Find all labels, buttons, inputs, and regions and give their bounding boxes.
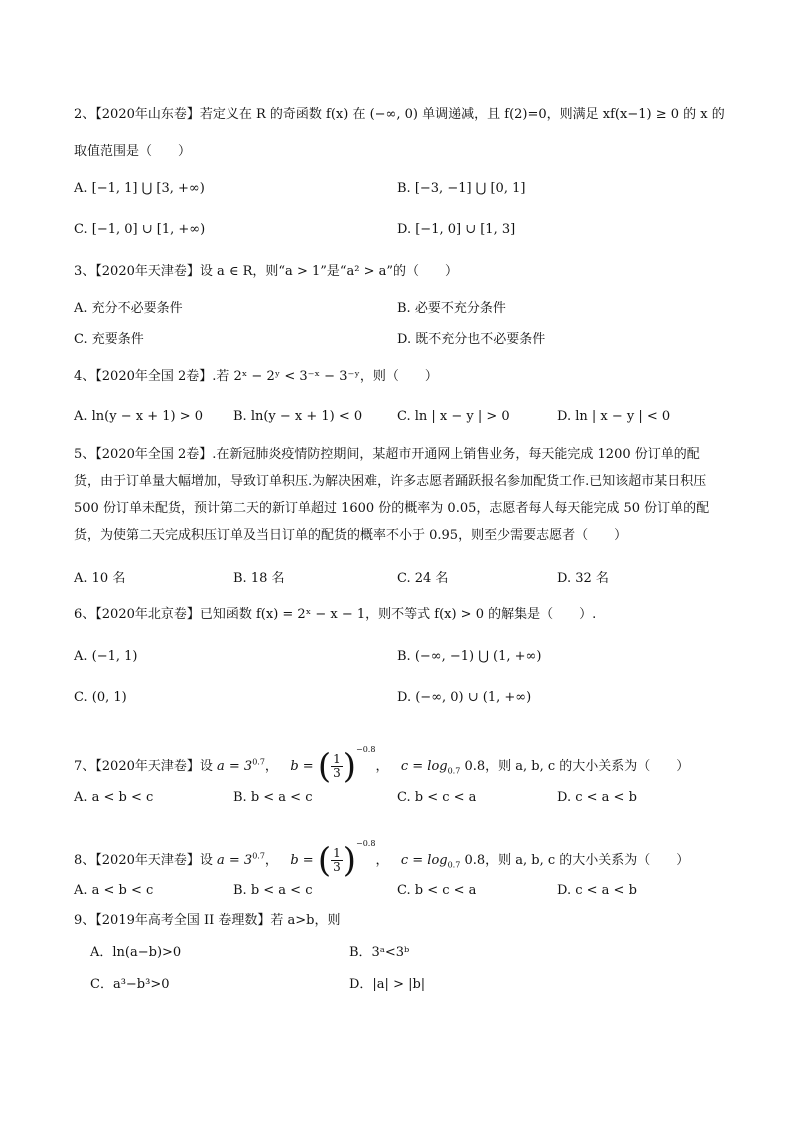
q8-option-c[interactable]: C. b < c < a bbox=[397, 883, 477, 898]
q7-right-paren: ) bbox=[342, 746, 356, 787]
q5-option-a[interactable]: A. 10 名 bbox=[74, 571, 126, 586]
q7-frac-den: 3 bbox=[333, 766, 341, 780]
q8-c-arg: 0.8 bbox=[464, 853, 486, 868]
q8-a-exp: 0.7 bbox=[252, 851, 265, 861]
q6-option-b[interactable]: B. (−∞, −1) ⋃ (1, +∞) bbox=[397, 649, 542, 664]
q4-option-b[interactable]: B. ln(y − x + 1) < 0 bbox=[233, 409, 363, 424]
q7-c-base: 0.7 bbox=[447, 766, 461, 776]
q4-option-d[interactable]: D. ln | x − y | < 0 bbox=[557, 409, 671, 424]
q2-option-c[interactable]: C. [−1, 0] ∪ [1, +∞) bbox=[74, 222, 206, 237]
q8-suffix: ，则 a, b, c 的大小关系为（ ） bbox=[485, 853, 690, 868]
q2-stem-line2: 取值范围是（ ） bbox=[74, 144, 192, 159]
q7-left-paren: ( bbox=[317, 746, 332, 787]
q5-option-d[interactable]: D. 32 名 bbox=[557, 571, 609, 586]
q7-prefix: 7、【2020年天津卷】设 bbox=[74, 759, 213, 774]
q8-prefix: 8、【2020年天津卷】设 bbox=[74, 853, 213, 868]
q7-suffix: ，则 a, b, c 的大小关系为（ ） bbox=[485, 759, 690, 774]
q8-stem: 8、【2020年天津卷】设 $a = 3^{0.7}$， b = ( $\frac{1}{3}$ )$^{-0.8}$， $c = \log_{0.7} 0.8$，则 a, b, c 的大小关系为（ ） bbox=[74, 839, 690, 881]
q9-option-a[interactable]: A．ln(a−b)>0 bbox=[90, 945, 182, 960]
q8-option-a[interactable]: A. a < b < c bbox=[74, 883, 154, 898]
q4-stem: 4、【2020年全国 2卷】.若 2ˣ − 2ʸ < 3⁻ˣ − 3⁻ʸ，则（ ） bbox=[74, 369, 438, 384]
q8-option-d[interactable]: D. c < a < b bbox=[557, 883, 637, 898]
q8-frac-num: 1 bbox=[333, 846, 341, 860]
q7-a-expr: a = 3 bbox=[217, 759, 253, 774]
q2-option-a[interactable]: A. [−1, 1] ⋃ [3, +∞) bbox=[74, 181, 205, 196]
q7-option-c[interactable]: C. b < c < a bbox=[397, 790, 477, 805]
q9-option-c[interactable]: C．a³−b³>0 bbox=[90, 977, 170, 992]
q3-option-b[interactable]: B. 必要不充分条件 bbox=[397, 301, 506, 316]
q3-stem: 3、【2020年天津卷】设 a ∈ R，则“a > 1”是“a² > a”的（ ） bbox=[74, 264, 459, 279]
q6-option-a[interactable]: A. (−1, 1) bbox=[74, 649, 138, 664]
q8-b-exp: −0.8 bbox=[356, 839, 376, 848]
q8-c-base: 0.7 bbox=[447, 860, 461, 870]
q7-b-expr: b = bbox=[290, 759, 314, 774]
q3-option-c[interactable]: C. 充要条件 bbox=[74, 332, 144, 347]
q6-stem: 6、【2020年北京卷】已知函数 f(x) = 2ˣ − x − 1，则不等式 f(x) > 0 的解集是（ ）. bbox=[74, 607, 597, 622]
q8-b-expr: b = bbox=[290, 853, 314, 868]
q5-option-b[interactable]: B. 18 名 bbox=[233, 571, 285, 586]
q7-fraction bbox=[331, 753, 343, 780]
q9-option-b[interactable]: B．3ᵃ<3ᵇ bbox=[349, 945, 410, 960]
q5-option-c[interactable]: C. 24 名 bbox=[397, 571, 449, 586]
q9-stem: 9、【2019年高考全国 II 卷理数】若 a>b，则 bbox=[74, 913, 341, 928]
q2-option-b[interactable]: B. [−3, −1] ⋃ [0, 1] bbox=[397, 181, 526, 196]
q4-option-a[interactable]: A. ln(y − x + 1) > 0 bbox=[74, 409, 204, 424]
q8-left-paren: ( bbox=[317, 840, 332, 881]
q8-fraction bbox=[331, 847, 343, 874]
q6-option-c[interactable]: C. (0, 1) bbox=[74, 690, 127, 705]
q7-option-d[interactable]: D. c < a < b bbox=[557, 790, 637, 805]
q3-option-a[interactable]: A. 充分不必要条件 bbox=[74, 301, 183, 316]
q6-option-d[interactable]: D. (−∞, 0) ∪ (1, +∞) bbox=[397, 690, 532, 705]
q8-a-expr: a = 3 bbox=[217, 853, 253, 868]
q7-a-exp: 0.7 bbox=[252, 757, 265, 767]
q8-c-expr: c = log bbox=[400, 853, 448, 868]
q7-b-exp: −0.8 bbox=[356, 745, 376, 754]
q8-frac-den: 3 bbox=[333, 860, 341, 874]
q5-stem: 5、【2020年全国 2卷】.在新冠肺炎疫情防控期间，某超市开通网上销售业务，每天能完成 1200 份订单的配货，由于订单量大幅增加，导致订单积压.为解决困难，许多志愿者踊跃报名参加配货工作.已知该超市某日积压 500 份订单未配货，预计第二天的新订单超过 1600 份的概率为 0.05，志愿者每人每天能完成 50 份订单的配货，为使第二天完成积压订单及当日订单的配货的概率不小于 0.95，则至少需要志愿者（ ） bbox=[74, 447, 710, 543]
q7-stem: 7、【2020年天津卷】设 $a = 3^{0.7}$， b = ( $\frac{1}{3}$ )$^{-0.8}$， $c = \log_{0.7} 0.8$，则 a, b, c 的大小关系为（ ） bbox=[74, 745, 690, 787]
q4-option-c[interactable]: C. ln | x − y | > 0 bbox=[397, 409, 510, 424]
q7-c-expr: c = log bbox=[400, 759, 448, 774]
q7-option-a[interactable]: A. a < b < c bbox=[74, 790, 154, 805]
q8-right-paren: ) bbox=[342, 840, 356, 881]
q7-option-b[interactable]: B. b < a < c bbox=[233, 790, 313, 805]
q2-stem-line1: 2、【2020年山东卷】若定义在 R 的奇函数 f(x) 在 (−∞, 0) 单调递减，且 f(2)=0，则满足 xf(x−1) ≥ 0 的 x 的 bbox=[74, 107, 725, 122]
q7-frac-num: 1 bbox=[333, 752, 341, 766]
q7-c-arg: 0.8 bbox=[464, 759, 486, 774]
q2-option-d[interactable]: D. [−1, 0] ∪ [1, 3] bbox=[397, 222, 516, 237]
q9-option-d[interactable]: D．|a| > |b| bbox=[349, 977, 426, 992]
q8-option-b[interactable]: B. b < a < c bbox=[233, 883, 313, 898]
q3-option-d[interactable]: D. 既不充分也不必要条件 bbox=[397, 332, 546, 347]
